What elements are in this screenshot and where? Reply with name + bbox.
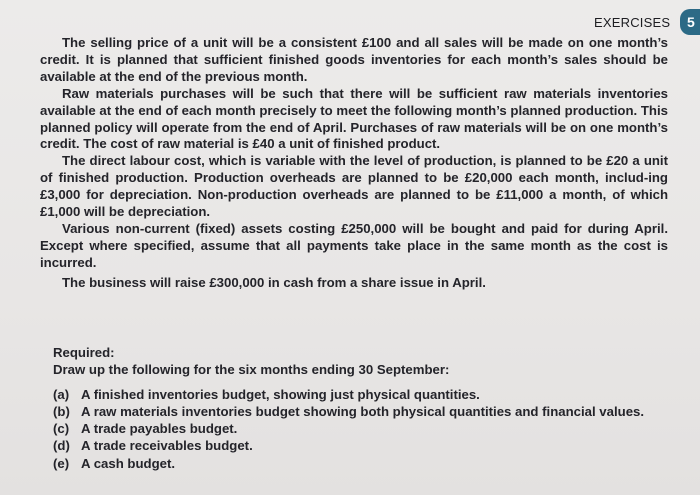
- list-item: [53, 386, 673, 403]
- required-title: Required:: [53, 345, 115, 360]
- required-instruction: Draw up the following for the six months ending 30 September:: [53, 361, 450, 377]
- item-letter: (a): [53, 386, 70, 402]
- list-item: [53, 455, 673, 472]
- item-text: A finished inventories budget, showing just physical quantities.: [81, 386, 480, 402]
- paragraph-labour-overheads: The direct labour cost, which is variable with the level of production, is planned to be £20 a unit of finished production. Production overheads are planned to be £20,000 each month, includ-ing £3,000 for depreciation. Non-production overheads are planned to be £11,000 a month, of which £1,000 will be depreciation.: [40, 153, 668, 220]
- list-item: [53, 420, 673, 437]
- paragraph-selling-price: The selling price of a unit will be a consistent £100 and all sales will be made on one month’s credit. It is planned that sufficient finished goods inventories for each month’s sales should be available at the end of the previous month.: [40, 35, 668, 84]
- paragraph-raw-materials: Raw materials purchases will be such that there will be sufficient raw materials inventories available at the end of each month precisely to meet the following month’s planned production. This planned policy will operate from the end of April. Purchases of raw materials will be on one month’s credit. The cost of raw material is £40 a unit of finished product.: [40, 85, 668, 152]
- paragraph-share-issue: The business will raise £300,000 in cash from a share issue in April.: [62, 274, 486, 290]
- exercise-body: [40, 35, 668, 292]
- paragraph-fixed-assets: Various non-current (fixed) assets costing £250,000 will be bought and paid for during April. Except where specified, assume that all payments take place in the same month as the cost is incurred.: [40, 220, 668, 270]
- item-text: A trade payables budget.: [81, 421, 238, 437]
- item-letter: (d): [53, 438, 70, 454]
- item-text: A trade receivables budget.: [81, 438, 253, 454]
- required-section: [53, 345, 673, 472]
- list-item: [53, 403, 673, 420]
- item-letter: (e): [53, 455, 70, 471]
- item-letter: (b): [53, 404, 70, 420]
- item-letter: (c): [53, 421, 70, 437]
- required-list: [53, 386, 673, 472]
- list-item: [53, 437, 673, 454]
- item-text: A raw materials inventories budget showing both physical quantities and financial values.: [81, 404, 645, 420]
- page-number-badge: 5: [680, 9, 700, 35]
- section-header: EXERCISES: [594, 15, 671, 30]
- item-text: A cash budget.: [81, 455, 176, 471]
